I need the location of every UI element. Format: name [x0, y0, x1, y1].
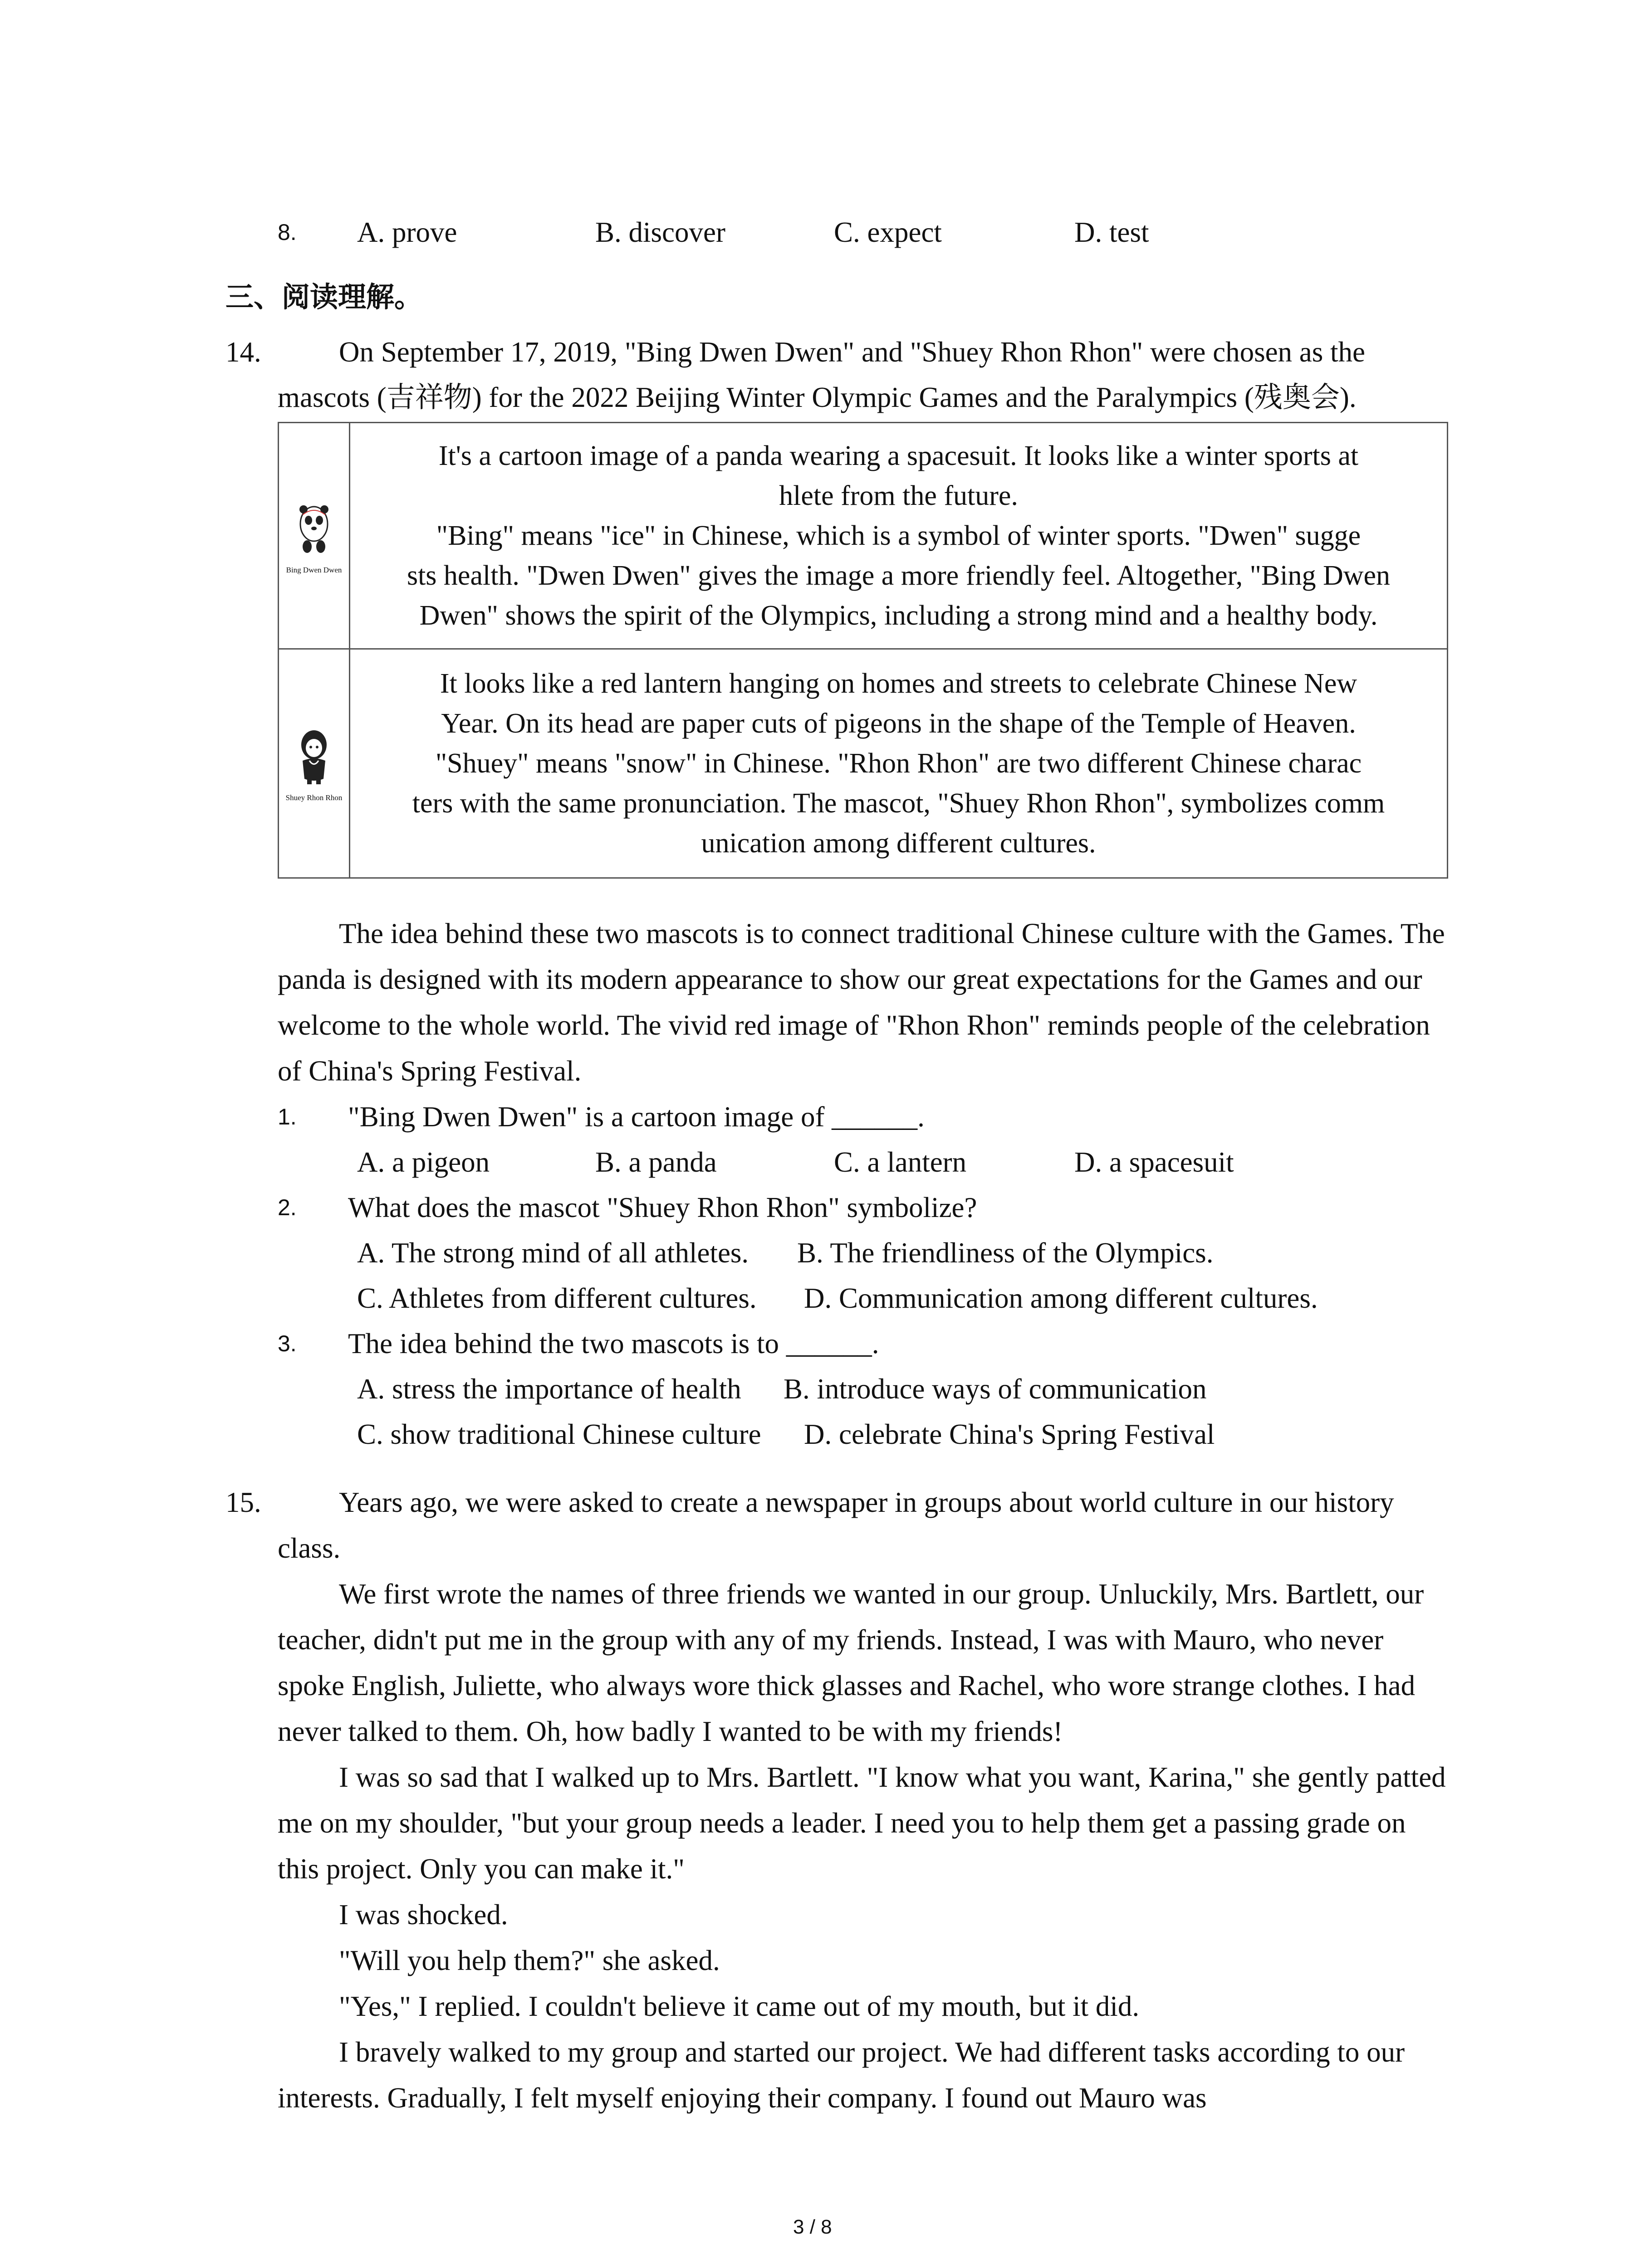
question-number: 1.	[278, 1104, 297, 1129]
paragraph-text: I bravely walked to my group and started our project. We had different tasks according to our interests. Gradually, I felt myself enjoying their company. I found out Mauro was	[278, 2036, 1405, 2114]
question-number: 8.	[278, 220, 297, 245]
option-c: C. a lantern	[834, 1146, 967, 1178]
passage-intro-line: On September 17, 2019, "Bing Dwen Dwen" and "Shuey Rhon Rhon" were chosen as the	[339, 336, 1366, 368]
description-line: "Bing" means "ice" in Chinese, which is a symbol of winter sports. "Dwen" sugge	[436, 520, 1361, 551]
description-line: hlete from the future.	[779, 480, 1018, 511]
option-b: B. a panda	[595, 1146, 717, 1178]
question-stem: "Bing Dwen Dwen" is a cartoon image of ______.	[348, 1101, 925, 1133]
question-number: 2.	[278, 1195, 297, 1220]
question-stem: What does the mascot "Shuey Rhon Rhon" symbolize?	[348, 1192, 977, 1223]
paragraph-text: We first wrote the names of three friends we wanted in our group. Unluckily, Mrs. Bartlett, our teacher, didn't put me in the group with any of my friends. Instead, I was with Mauro, who never spoke English, Juliette, who always wore thick glasses and Rachel, who wore strange clothes. I had never talked to them. Oh, how badly I wanted to be with my friends!	[278, 1578, 1424, 1747]
description-line: Dwen" shows the spirit of the Olympics, including a strong mind and a healthy body.	[419, 600, 1378, 631]
option-a: A. prove	[357, 216, 457, 248]
mascot-table	[278, 422, 1448, 879]
description-line: unication among different cultures.	[701, 828, 1096, 859]
question-number: 3.	[278, 1331, 297, 1356]
option-c: C. Athletes from different cultures.	[357, 1282, 757, 1314]
lantern-mascot-icon	[294, 724, 334, 788]
question-stem: The idea behind the two mascots is to ______.	[348, 1328, 879, 1359]
paragraph-text: "Yes," I replied. I couldn't believe it came out of my mouth, but it did.	[339, 1990, 1140, 2022]
option-a: A. stress the importance of health	[357, 1373, 741, 1405]
paragraph-text: The idea behind these two mascots is to connect traditional Chinese culture with the Games. The panda is designed with its modern appearance to show our great expectations for the Games and our welcome to the whole world. The vivid red image of "Rhon Rhon" reminds people of the celebration of China's Spring Festival.	[278, 918, 1445, 1087]
mascot-description	[350, 649, 1448, 878]
option-c: C. expect	[834, 216, 942, 248]
mascot-image-cell	[279, 649, 350, 878]
passage-paragraph	[278, 911, 1446, 1094]
option-b: B. discover	[595, 216, 725, 248]
panda-mascot-icon	[294, 497, 334, 560]
paragraph-text: I was shocked.	[339, 1899, 508, 1931]
option-d: D. celebrate China's Spring Festival	[804, 1418, 1215, 1450]
passage-number: 14.	[225, 336, 261, 368]
table-row	[279, 423, 1448, 649]
passage-intro-line: mascots (吉祥物) for the 2022 Beijing Winter Olympic Games and the Paralympics (残奥会).	[278, 381, 1357, 413]
description-line: It's a cartoon image of a panda wearing a spacesuit. It looks like a winter sports at	[438, 440, 1359, 471]
mascot-caption: Bing Dwen Dwen	[286, 565, 342, 574]
passage-body	[278, 1480, 1446, 2121]
option-c: C. show traditional Chinese culture	[357, 1418, 761, 1450]
passage-number: 15.	[225, 1486, 261, 1518]
mascot-description	[350, 423, 1448, 649]
option-b: B. introduce ways of communication	[784, 1373, 1207, 1405]
option-a: A. The strong mind of all athletes.	[357, 1237, 749, 1269]
description-line: It looks like a red lantern hanging on homes and streets to celebrate Chinese New	[440, 668, 1357, 699]
option-d: D. a spacesuit	[1074, 1146, 1234, 1178]
paragraph-text: Years ago, we were asked to create a newspaper in groups about world culture in our history class.	[278, 1486, 1394, 1564]
description-line: ters with the same pronunciation. The mascot, "Shuey Rhon Rhon", symbolizes comm	[412, 788, 1385, 819]
mascot-caption: Shuey Rhon Rhon	[285, 793, 343, 802]
description-line: Year. On its head are paper cuts of pigeons in the shape of the Temple of Heaven.	[441, 708, 1356, 739]
option-a: A. a pigeon	[357, 1146, 490, 1178]
paragraph-text: I was so sad that I walked up to Mrs. Bartlett. "I know what you want, Karina," she gently patted me on my shoulder, "but your group needs a leader. I need you to help them get a passing grade on this project. Only you can make it."	[278, 1761, 1446, 1885]
description-line: sts health. "Dwen Dwen" gives the image a more friendly feel. Altogether, "Bing Dwen	[407, 560, 1391, 591]
page-number: 3 / 8	[793, 2216, 832, 2238]
paragraph-text: "Will you help them?" she asked.	[339, 1945, 720, 1976]
option-d: D. Communication among different cultures.	[804, 1282, 1318, 1314]
description-line: "Shuey" means "snow" in Chinese. "Rhon Rhon" are two different Chinese charac	[435, 748, 1362, 779]
mascot-image-cell	[279, 423, 350, 649]
section-heading: 三、阅读理解。	[225, 280, 423, 313]
option-b: B. The friendliness of the Olympics.	[797, 1237, 1214, 1269]
option-d: D. test	[1074, 216, 1149, 248]
table-row	[279, 649, 1448, 878]
